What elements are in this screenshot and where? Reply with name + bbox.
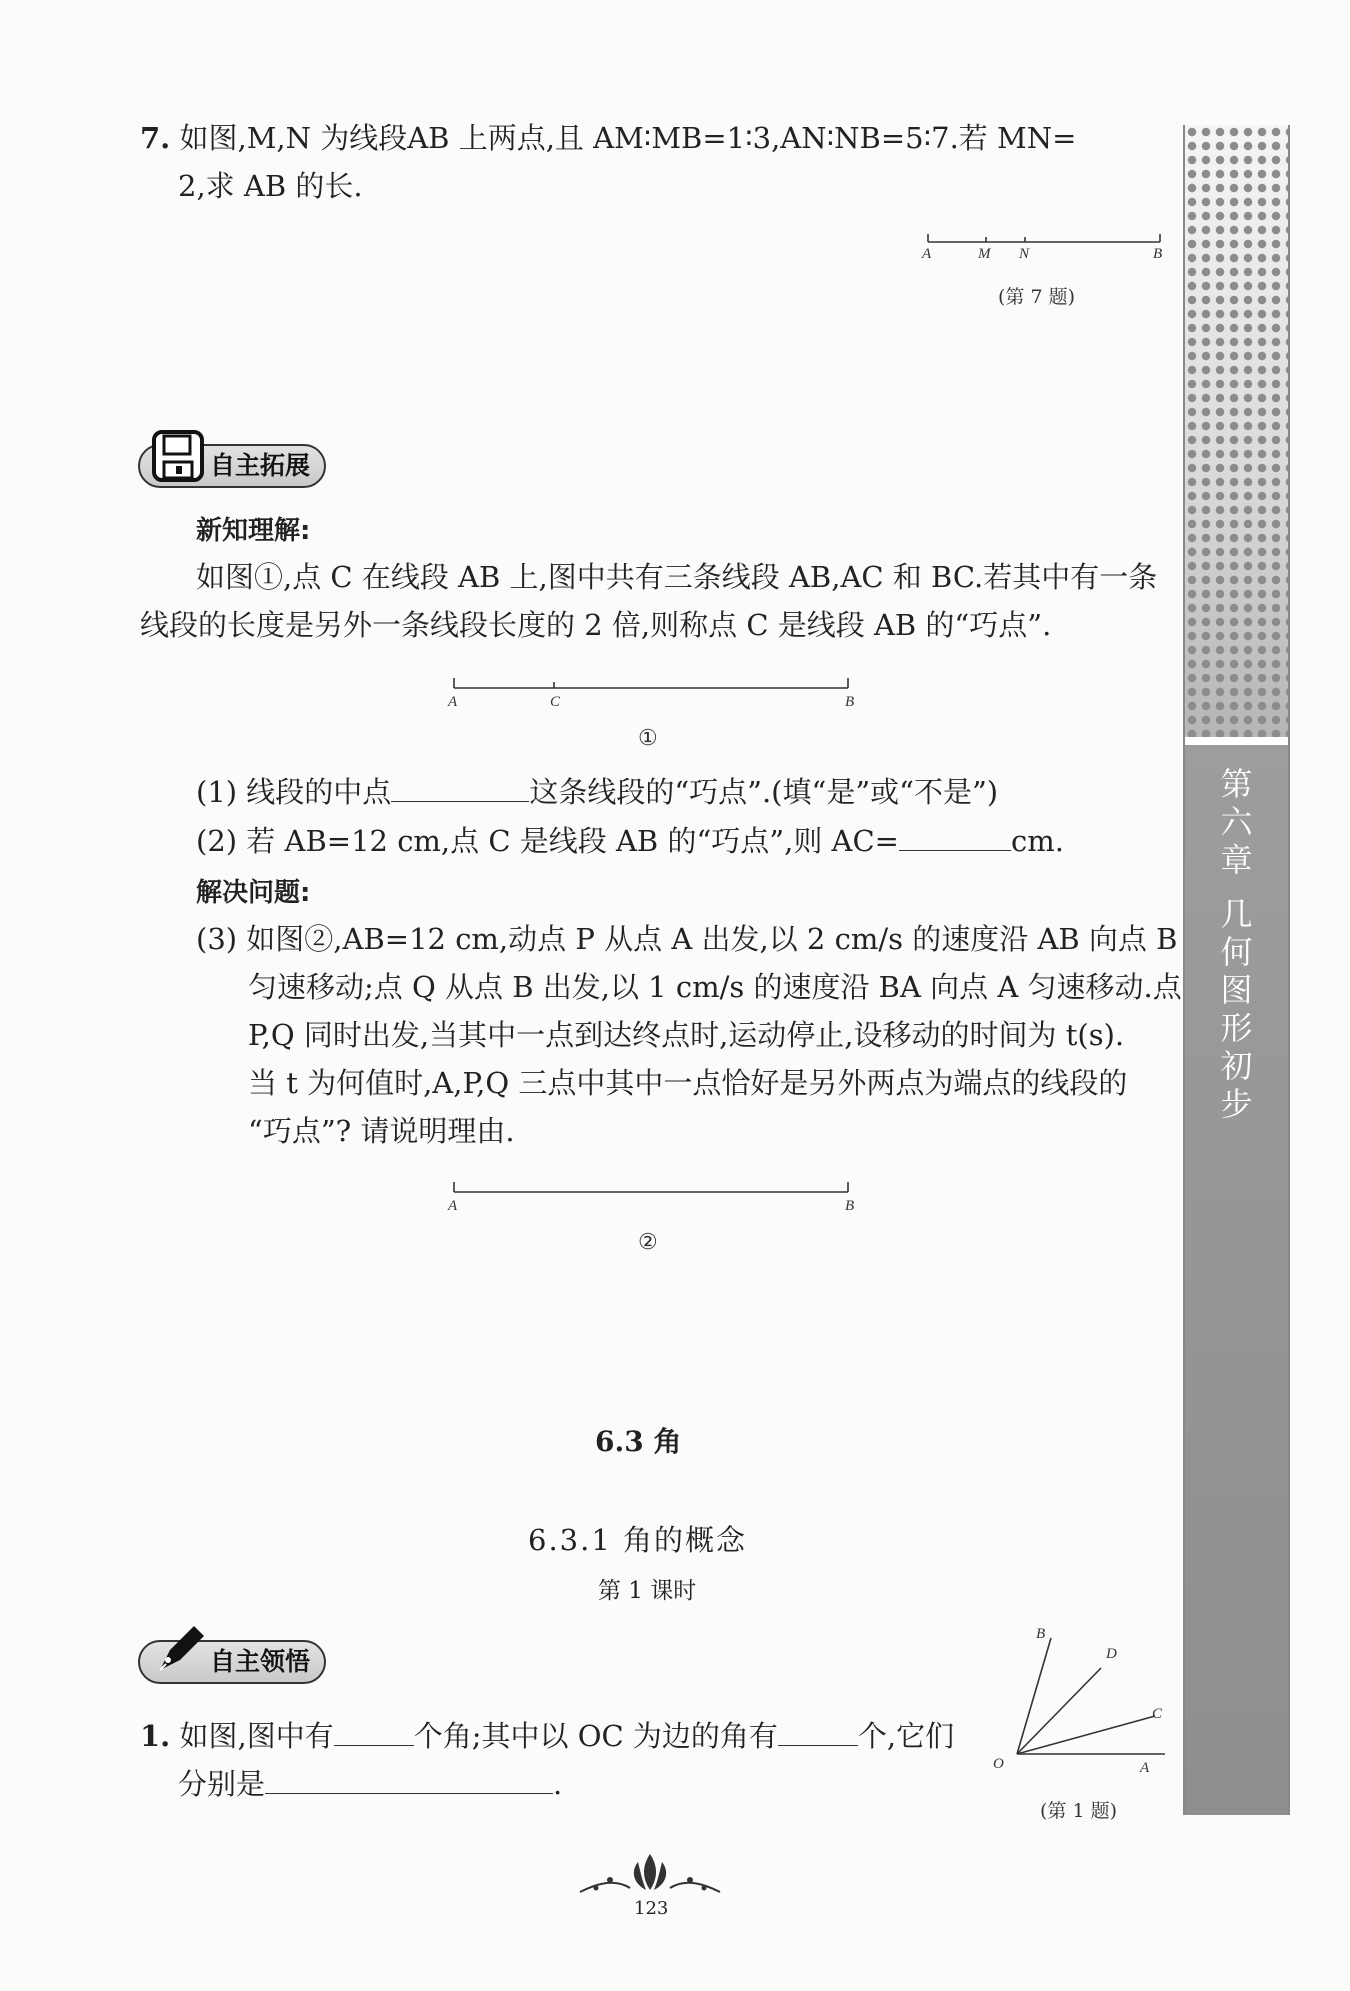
angle-answer-blank-2[interactable] — [778, 1717, 858, 1746]
new-knowledge-heading: 新知理解: — [196, 516, 311, 546]
page-number: 123 — [634, 1898, 669, 1919]
chapter-title: 几 何 图 形 初 步 — [1220, 895, 1253, 1123]
angle-label-a: A — [1140, 1760, 1150, 1776]
angle-question-1: 1. 如图,图中有 个角;其中以 OC 为边的角有 个,它们 分别是 . — [140, 1719, 955, 1801]
problem-7-caption: (第 7 题) — [998, 286, 1075, 308]
problem-7 — [140, 114, 1180, 210]
pen-icon — [152, 1620, 210, 1678]
intro-paragraph: 如图①,点 C 在线段 AB 上,图中共有三条线段 AB,AC 和 BC.若其中有一条 线段的长度是另外一条线段长度的 2 倍,则称点 C 是线段 AB 的“巧点”. — [140, 560, 1158, 642]
angle-label-o: O — [993, 1756, 1004, 1772]
footer-ornament — [570, 1848, 730, 1896]
fig2-label-b: B — [845, 1198, 855, 1214]
angle-answer-blank-1[interactable] — [334, 1717, 414, 1746]
figure-1 — [450, 672, 860, 696]
p7-label-a: A — [922, 246, 932, 262]
problem-7-figure — [920, 228, 1170, 278]
chapter-sidebar — [1183, 125, 1290, 1815]
problem-7-line1: 7. 如图,M,N 为线段AB 上两点,且 AM∶MB=1∶3,AN∶NB=5∶7.若 MN= — [140, 121, 1077, 155]
figure-2 — [450, 1178, 860, 1202]
angle-label-c: C — [1152, 1706, 1163, 1722]
angle-answer-blank-3[interactable] — [265, 1765, 553, 1794]
floppy-icon — [150, 428, 206, 484]
subsection-title: 6.3.1 角的概念 — [528, 1523, 748, 1557]
angle-figure — [1005, 1630, 1180, 1770]
answer-blank-1[interactable] — [391, 773, 529, 802]
section-title: 6.3 角 — [595, 1425, 682, 1458]
fig1-label-c: C — [550, 694, 561, 710]
solve-heading: 解决问题: — [196, 878, 311, 908]
chapter-number: 第 六 章 — [1220, 765, 1253, 879]
question-1: (1) 线段的中点 这条线段的“巧点”.(填“是”或“不是”) — [196, 775, 999, 809]
angle-label-d: D — [1106, 1646, 1117, 1662]
p7-label-n: N — [1019, 246, 1030, 262]
figure-1-caption: ① — [638, 726, 658, 751]
fig1-label-a: A — [448, 694, 458, 710]
figure-2-caption: ② — [638, 1230, 658, 1255]
problem-7-line2: 2,求 AB 的长. — [178, 169, 363, 203]
section-badge-expand: 自主拓展 — [138, 444, 326, 488]
fig1-label-b: B — [845, 694, 855, 710]
p7-label-m: M — [978, 246, 991, 262]
fig2-label-a: A — [448, 1198, 458, 1214]
lesson-label: 第 1 课时 — [598, 1578, 697, 1604]
sidebar-label-panel — [1185, 745, 1288, 1815]
question-2: (2) 若 AB=12 cm,点 C 是线段 AB 的“巧点”,则 AC= cm. — [196, 824, 1064, 858]
section-badge-understand: 自主领悟 — [138, 1640, 326, 1684]
p7-label-b: B — [1153, 246, 1163, 262]
angle-figure-caption: (第 1 题) — [1040, 1800, 1117, 1822]
question-3: (3) 如图②,AB=12 cm,动点 P 从点 A 出发,以 2 cm/s 的速度沿 AB 向点 B 匀速移动;点 Q 从点 B 出发,以 1 cm/s 的速度沿 BA 向点 A 匀速移动.点 P,Q 同时出发,当其中一点到达终点时,运动停止,设移动的时间为 t(s). 当 t 为何值时,A,P,Q 三点中其中一点恰好是另外两点为端点的线段的 “巧点”? 请说明理由. — [196, 922, 1182, 1148]
angle-label-b: B — [1036, 1626, 1046, 1642]
answer-blank-2[interactable] — [899, 822, 1011, 851]
sidebar-pattern — [1185, 125, 1288, 737]
